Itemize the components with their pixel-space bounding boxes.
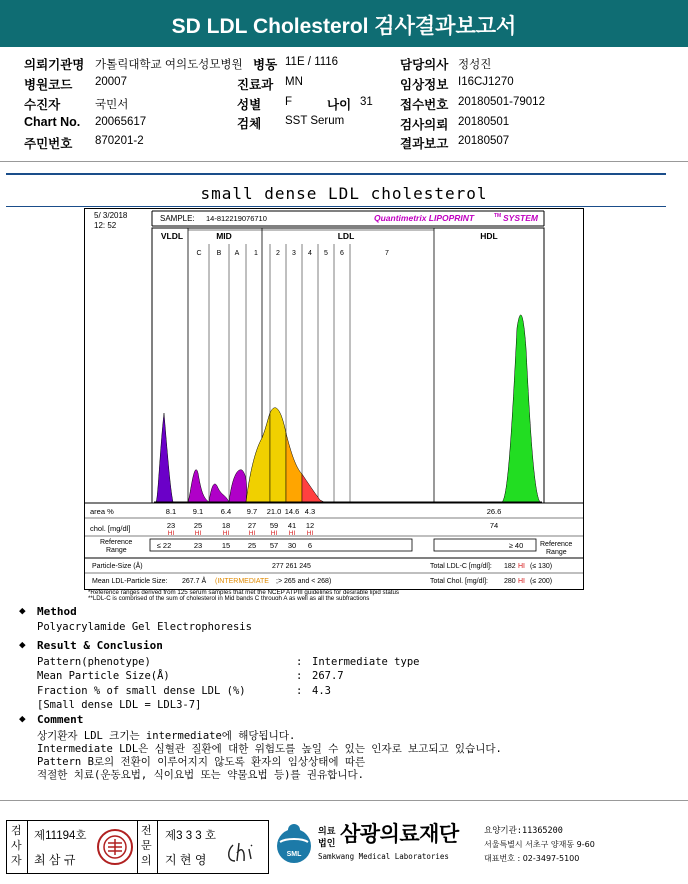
total-ldl-value: 182 (504, 563, 516, 570)
sdldl-value: 4.3 (312, 685, 331, 697)
patient-label: 수진자 (24, 98, 61, 112)
chol-value: 41 (287, 521, 297, 530)
prefix-1: 의료 (318, 826, 336, 836)
hospital-value: 가톨릭대학교 여의도성모병원 (95, 59, 243, 71)
band-label-C: C (196, 250, 202, 257)
dept-label: 진료과 (237, 78, 274, 92)
chol-value: 25 (193, 521, 203, 530)
doctor-label: 담당의사 (400, 58, 449, 72)
result-heading: Result & Conclusion (37, 639, 163, 652)
area-value: 4.3 (304, 507, 316, 516)
mean-size-range: ;> 265 and < 268) (276, 578, 332, 585)
sml-logo (272, 820, 316, 864)
sdldl-label: Fraction % of small dense LDL (%) (37, 685, 246, 697)
footer-rule (0, 800, 688, 801)
chol-label: chol. [mg/dl] (90, 524, 131, 533)
result-bullet: ◆ (19, 638, 26, 651)
ref-value: ≤ 22 (156, 541, 172, 550)
section-top-rule (6, 173, 666, 175)
id-value: 870201-2 (95, 135, 144, 147)
clinical-value: I16CJ1270 (458, 76, 514, 88)
ref-value: 30 (287, 541, 297, 550)
institution-code: 요양기관:11365200 (484, 826, 563, 836)
band-label-5: 5 (324, 250, 328, 257)
request-value: 20180501 (458, 116, 510, 128)
hdl-ref-value: ≥ 40 (508, 541, 524, 550)
foundation-address: 서울특별시 서초구 양재동 9-60 (484, 840, 595, 849)
chol-value: 74 (489, 521, 499, 530)
ref-value: 6 (307, 541, 313, 550)
brand-tm: TM (494, 213, 502, 219)
ref-label-1: Reference (100, 539, 133, 546)
method-bullet: ◆ (19, 604, 26, 617)
section-title: small dense LDL cholesterol (200, 184, 488, 203)
total-chol-flag: HI (518, 578, 525, 585)
ref-value: 57 (269, 541, 279, 550)
chart-value: 20065617 (95, 116, 147, 128)
band-label-7: 7 (385, 250, 389, 257)
pattern-label: Pattern(phenotype) (37, 656, 151, 668)
total-ldl-flag: HI (518, 563, 525, 570)
code-value: 20007 (95, 76, 127, 88)
hi-flag: HI (270, 530, 278, 537)
particle-size-label: Particle-Size (Å) (92, 563, 143, 570)
method-heading: Method (37, 605, 77, 618)
ref-label-2: Range (106, 547, 127, 554)
total-chol-value: 280 (504, 578, 516, 585)
mean-size-row-label: Mean Particle Size(Å) (37, 670, 170, 682)
foundation-name: 삼광의료재단 (340, 822, 459, 846)
receipt-label: 접수번호 (400, 98, 449, 112)
ward-value: 11E / 1116 (285, 56, 339, 68)
specialist-name: 지 현 영 (165, 853, 207, 867)
particle-size-values: 277 261 245 (272, 563, 311, 570)
report-date-label: 결과보고 (400, 137, 449, 151)
mean-size-label: Mean LDL-Particle Size: (92, 578, 168, 585)
footnote-1: *Reference ranges derived from 125 serum samples that met the NCEP ATPIII guidelines for desirable lipid status (88, 589, 400, 596)
receipt-value: 20180501-79012 (458, 96, 545, 108)
seal-stamp (95, 827, 135, 867)
band-label-A: A (234, 250, 240, 257)
brand-suffix: SYSTEM (503, 213, 538, 223)
chart-date: 5/ 3/2018 (94, 211, 128, 220)
report-title: SD LDL Cholesterol 검사결과보고서 (0, 0, 688, 47)
comment-line-1: 상기환자 LDL 크기는 intermediate에 해당됩니다. (37, 730, 296, 742)
comment-heading: Comment (37, 713, 84, 726)
method-text: Polyacrylamide Gel Electrophoresis (37, 621, 252, 633)
ward-label: 병동 (253, 58, 278, 72)
sex-label: 성별 (237, 98, 262, 112)
divider (0, 161, 688, 162)
sample-label: SAMPLE: (160, 214, 195, 223)
area-label: area % (90, 507, 114, 516)
chol-value: 23 (166, 521, 176, 530)
hi-flag: HI (194, 530, 202, 537)
hi-flag: HI (288, 530, 296, 537)
brand-name: Quantimetrix LIPOPRINT (374, 213, 475, 223)
logo-text: SML (286, 851, 302, 858)
examiner-name: 최 삼 규 (34, 853, 76, 867)
handwritten-signature (225, 839, 261, 867)
request-label: 검사의뢰 (400, 118, 449, 132)
report-date-value: 20180507 (458, 135, 510, 147)
sdldl-colon: : (296, 685, 303, 697)
area-value: 9.7 (246, 507, 258, 516)
mean-size-value: 267.7 Å (182, 578, 207, 585)
specialist-number: 제3 3 3 호 (165, 830, 216, 842)
group-header-mid: MID (216, 231, 232, 241)
area-value: 8.1 (165, 507, 177, 516)
chol-value: 18 (221, 521, 231, 530)
total-chol-label: Total Chol. [mg/dl]: (430, 578, 488, 585)
chart-time: 12: 52 (94, 221, 117, 230)
hdl-ref-label-2: Range (546, 549, 567, 556)
specialist-label: 전문의 (141, 825, 152, 867)
band-label-6: 6 (340, 250, 344, 257)
group-header-ldl: LDL (337, 231, 355, 241)
prefix-2: 법인 (318, 838, 336, 848)
sex-value: F (285, 96, 293, 108)
doctor-value: 정성진 (458, 59, 492, 71)
band-label-2: 2 (276, 250, 280, 257)
hi-flag: HI (222, 530, 230, 537)
total-ldl-label: Total LDL-C [mg/dl]: (430, 563, 492, 570)
chol-value: 12 (305, 521, 315, 530)
specimen-value: SST Serum (285, 115, 345, 127)
group-header-hdl: HDL (480, 231, 498, 241)
ref-value: 23 (193, 541, 203, 550)
clinical-label: 임상정보 (400, 78, 449, 92)
hi-flag: HI (167, 530, 175, 537)
comment-line-4: 적절한 치료(운동요법, 식이요법 또는 약물요법 등)를 권유합니다. (37, 769, 364, 781)
pattern-colon: : (296, 656, 303, 668)
hi-flag: HI (306, 530, 314, 537)
section-bottom-rule (6, 206, 666, 207)
band-label-B: B (216, 250, 222, 257)
age-value: 31 (360, 96, 373, 108)
chol-value: 59 (269, 521, 279, 530)
specimen-label: 검체 (237, 117, 262, 131)
chol-value: 27 (247, 521, 257, 530)
band-label-1: 1 (254, 250, 258, 257)
patient-value: 국민서 (95, 99, 129, 111)
area-value: 26.6 (486, 507, 502, 516)
mean-size-row-colon: : (296, 670, 303, 682)
examiner-label: 검사자 (11, 825, 22, 867)
comment-line-2: Intermediate LDL은 심혈관 질환에 대한 위험도를 높일 수 있는 인자로 보고되고 있습니다. (37, 743, 502, 755)
signature-box (6, 820, 269, 874)
footnote-2: **LDL-C is comprised of the sum of cholesterol in Mid bands C through A as well as all the subfractions (88, 595, 370, 600)
mean-size-row-value: 267.7 (312, 670, 344, 682)
id-label: 주민번호 (24, 137, 73, 151)
comment-line-3: Pattern B로의 전환이 이루어지지 않도록 환자의 임상상태에 따른 (37, 756, 366, 768)
total-ldl-ref: (≤ 130) (530, 563, 553, 570)
age-label: 나이 (327, 98, 352, 112)
mean-size-type: (INTERMEDIATE (215, 578, 269, 585)
group-header-vldl: VLDL (160, 231, 184, 241)
examiner-number: 제11194호 (34, 830, 87, 842)
area-value: 21.0 (266, 507, 282, 516)
ref-value: 25 (247, 541, 257, 550)
area-value: 6.4 (220, 507, 232, 516)
band-label-3: 3 (292, 250, 296, 257)
pattern-value: Intermediate type (312, 656, 420, 668)
sdldl-note: [Small dense LDL = LDL3-7] (37, 699, 202, 711)
foundation-phone: 대표번호 : 02-3497-5100 (484, 854, 580, 863)
band-label-4: 4 (308, 250, 312, 257)
hi-flag: HI (248, 530, 256, 537)
comment-bullet: ◆ (19, 712, 26, 725)
area-value: 9.1 (192, 507, 204, 516)
foundation-english: Samkwang Medical Laboratories (318, 852, 449, 861)
dept-value: MN (285, 76, 303, 88)
lipoprint-chart (84, 208, 584, 600)
ref-value: 15 (221, 541, 231, 550)
hdl-ref-label-1: Reference (540, 541, 573, 548)
sample-value: 14-812219076710 (206, 214, 267, 223)
hospital-label: 의뢰기관명 (24, 58, 85, 72)
chart-label: Chart No. (24, 115, 81, 129)
total-chol-ref: (≤ 200) (530, 578, 553, 585)
area-value: 14.6 (284, 507, 300, 516)
code-label: 병원코드 (24, 78, 73, 92)
